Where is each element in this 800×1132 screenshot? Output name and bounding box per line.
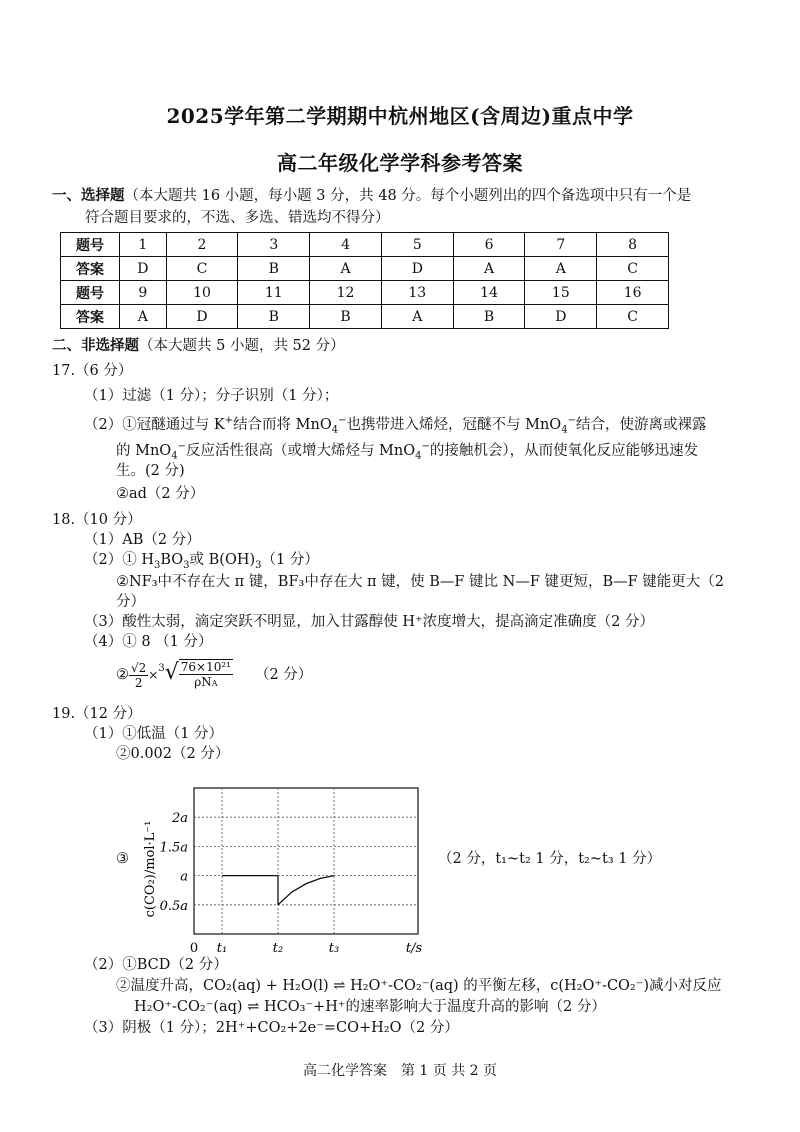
section1-desc-line1: （本大题共 16 小题，每小题 3 分，共 48 分。每个小题列出的四个备选项中只有一个是 <box>124 188 692 204</box>
x-tick-label: t₁ <box>216 941 228 956</box>
question-number: 12 <box>310 281 382 305</box>
q19-part1b: ②0.002（2 分） <box>116 746 230 762</box>
text-span: 或 B(OH) <box>189 552 256 568</box>
row-label-question: 题号 <box>61 233 120 257</box>
q18-part2-line3: 分） <box>116 594 145 610</box>
co2-concentration-chart <box>136 762 436 962</box>
answer-cell: A <box>525 257 597 281</box>
text-span: ② <box>116 667 129 683</box>
question-number: 1 <box>120 233 167 257</box>
q18-part2-line2: ②NF₃中不存在大 π 键，BF₃中存在大 π 键，使 B—F 键比 N—F 键更短，B—F 键能更大（2 <box>116 574 725 590</box>
section1-desc-line2: 符合题目要求的，不选、多选、错选均不得分） <box>85 210 390 226</box>
row-label-question: 题号 <box>61 281 120 305</box>
table-row <box>61 305 669 329</box>
row-label-answer: 答案 <box>61 257 120 281</box>
q19-heading: 19.（12 分） <box>52 706 142 722</box>
question-number: 9 <box>120 281 167 305</box>
row-label-answer: 答案 <box>61 305 120 329</box>
plot-frame <box>194 788 418 934</box>
q17-part2-line4: ②ad（2 分） <box>116 486 205 502</box>
x-tick-label: t₂ <box>272 941 284 956</box>
text-span: （2）①冠醚通过与 K <box>84 416 225 433</box>
question-number: 6 <box>453 233 525 257</box>
y-tick-label: 1.5a <box>159 840 188 856</box>
text-span: 也携带进入烯烃，冠醚不与 MnO <box>346 416 562 433</box>
question-number: 15 <box>525 281 597 305</box>
answer-cell: B <box>453 305 525 329</box>
section1-heading <box>52 186 691 206</box>
table-row <box>61 257 669 281</box>
question-number: 2 <box>166 233 238 257</box>
fraction-den: 2 <box>134 675 143 690</box>
text-span: BO <box>160 552 184 568</box>
q18-part1: （1）AB（2 分） <box>84 532 201 548</box>
text-span: 结合，使游离或裸露 <box>575 416 707 433</box>
answer-cell: A <box>310 257 382 281</box>
answer-cell: D <box>166 305 238 329</box>
question-number: 5 <box>381 233 453 257</box>
fraction-num: 76×10²¹ <box>180 660 231 674</box>
answer-table <box>60 232 669 329</box>
y-axis-label: c(CO₂)/mol·L⁻¹ <box>143 820 158 918</box>
q19-part2b: ②温度升高，CO₂(aq) + H₂O(l) ⇌ H₂O⁺-CO₂⁻(aq) 的平衡左移，c(H₂O⁺-CO₂⁻)减小对反应 <box>116 978 722 994</box>
table-row <box>61 233 669 257</box>
q19-part3: （3）阴极（1 分）；2H⁺+CO₂+2e⁻=CO+H₂O（2 分） <box>84 1020 459 1036</box>
answer-cell: A <box>120 305 167 329</box>
q18-part2-line1: （2）① $H_3BO_3$或 $B(OH)_3(1$ 分） <box>84 552 319 571</box>
q19-part1c-prefix: ③ <box>116 851 129 867</box>
page-subtitle: 高二年级化学学科参考答案 <box>277 151 523 175</box>
text-span: 反应活性很高（或增大烯烃与 MnO <box>185 442 416 459</box>
answer-cell: A <box>453 257 525 281</box>
question-number: 8 <box>597 233 669 257</box>
question-number: 11 <box>238 281 310 305</box>
q17-part2-line2: 的 MnO$_4$−反应活性很高（或增大烯烃与 MnO$_4$−的接触机会），从而使氧化反应能够迅速发 <box>116 441 699 462</box>
x-tick-label: 0 <box>189 941 199 956</box>
section2-heading <box>52 336 345 356</box>
q17-part2-line1: （2）①冠醚通过与 K+结合而将 MnO$_4$−也携带进入烯烃，冠醚不与 MnO$_4$−结合，使游离或裸露 <box>84 415 707 436</box>
text-span: （2）① H <box>84 552 154 568</box>
y-tick-label: 0.5a <box>159 898 188 914</box>
q19-part1c-score: （2 分，t₁~t₂ 1 分，t₂~t₃ 1 分） <box>438 851 662 867</box>
x-axis-label: t/s <box>405 941 423 956</box>
answer-cell: B <box>238 305 310 329</box>
question-number: 14 <box>453 281 525 305</box>
answer-cell: D <box>525 305 597 329</box>
fraction-den: ρNA <box>194 675 218 689</box>
text-span: ρN <box>194 675 212 689</box>
text-span: 的接触机会），从而使氧化反应能够迅速发 <box>429 442 699 459</box>
y-tick-label: a <box>180 869 188 885</box>
table-row <box>61 281 669 305</box>
section1-title: 一、选择题 <box>52 187 125 204</box>
q18-part4-formula: ② $\frac{√2}{2}$ ×$^3$√ $\frac{\text{76×10²¹}}{\text{ρNA}}$ （2 分） <box>116 660 313 690</box>
text-span: （1 分） <box>261 552 319 568</box>
answer-cell: C <box>597 305 669 329</box>
question-number: 7 <box>525 233 597 257</box>
answer-cell: C <box>166 257 238 281</box>
fraction <box>129 661 148 690</box>
answer-cell: A <box>381 305 453 329</box>
fraction <box>179 659 233 691</box>
question-number: 10 <box>166 281 238 305</box>
question-number: 4 <box>310 233 382 257</box>
section2-title: 二、非选择题 <box>52 337 139 354</box>
q18-part3: （3）酸性太弱，滴定突跃不明显，加入甘露醇使 H⁺浓度增大，提高滴定准确度（2 分） <box>84 614 654 630</box>
question-number: 16 <box>597 281 669 305</box>
x-tick-label: t₃ <box>328 941 340 956</box>
q17-part1: （1）过滤（1 分）；分子识别（1 分）； <box>84 388 339 404</box>
q19-part1: （1）①低温（1 分） <box>84 726 224 742</box>
y-tick-label: 2a <box>171 811 188 827</box>
answer-cell: D <box>381 257 453 281</box>
text-span: 的 MnO <box>116 442 172 459</box>
text-span: （2 分） <box>254 667 313 683</box>
q17-part2-line3: 生。(2 分) <box>116 463 185 479</box>
answer-cell: B <box>238 257 310 281</box>
answer-cell: D <box>120 257 167 281</box>
q17-heading: 17.（6 分） <box>52 363 133 379</box>
text-span: × <box>148 668 159 682</box>
q19-part2c: H₂O⁺-CO₂⁻(aq) ⇌ HCO₃⁻+H⁺的速率影响大于温度升高的影响（2 分） <box>134 999 606 1015</box>
page-footer: 高二化学答案 第 1 页 共 2 页 <box>302 1063 498 1079</box>
question-number: 3 <box>238 233 310 257</box>
q18-heading: 18.（10 分） <box>52 512 142 528</box>
q19-part2: （2）①BCD（2 分） <box>84 957 228 973</box>
page-title: 2025学年第二学期期中杭州地区(含周边)重点中学 <box>166 104 634 128</box>
section2-desc: （本大题共 5 小题，共 52 分） <box>139 338 345 354</box>
q18-part4: （4）① 8 （1 分） <box>84 634 213 650</box>
fraction-num: √2 <box>131 660 147 675</box>
answer-cell: B <box>310 305 382 329</box>
answer-cell: C <box>597 257 669 281</box>
text-span: 结合而将 MnO <box>233 416 332 433</box>
series-line <box>278 876 334 905</box>
question-number: 13 <box>381 281 453 305</box>
